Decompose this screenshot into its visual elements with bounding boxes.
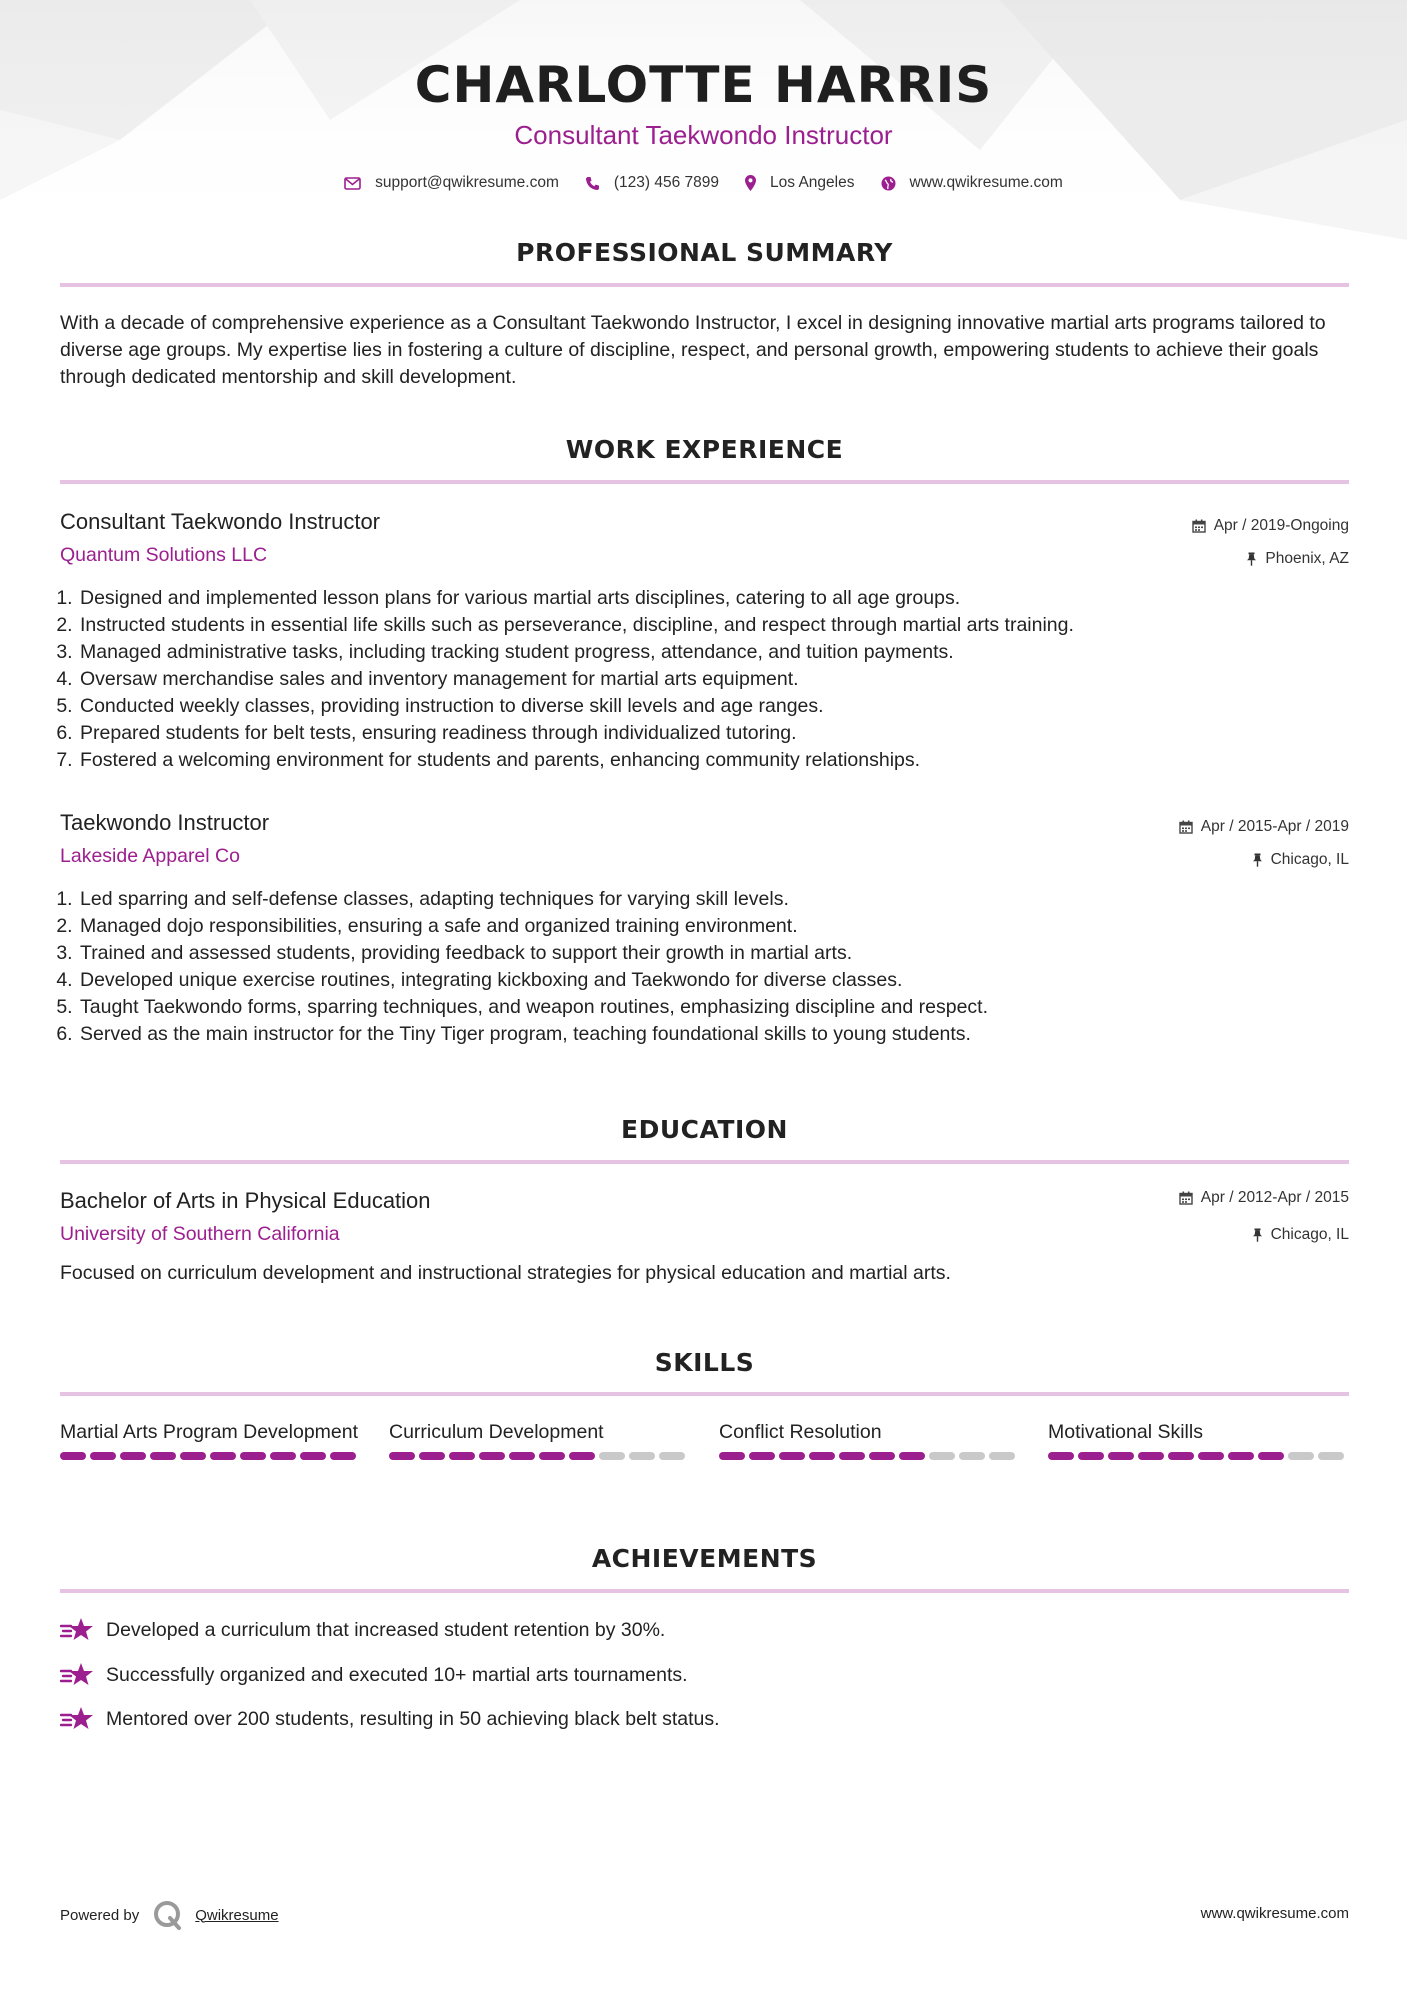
job-dates-text: Apr / 2015-Apr / 2019 bbox=[1200, 818, 1349, 835]
skill-item bbox=[1048, 1419, 1348, 1460]
education-dates bbox=[1179, 1189, 1349, 1207]
skill-level-bar bbox=[389, 1452, 689, 1460]
summary-text: With a decade of comprehensive experience as a Consultant Taekwondo Instructor, I excel in designing innovative martial arts programs tailored to diverse age groups. My expertise lies in fostering a culture of discipline, respect, and personal growth, empowering students to achieve their goals through dedicated mentorship and skill development. bbox=[60, 312, 1326, 388]
skill-segment-filled bbox=[1078, 1452, 1104, 1460]
achievement-text: Developed a curriculum that increased student retention by 30%. bbox=[106, 1618, 666, 1641]
skill-segment-empty bbox=[959, 1452, 985, 1460]
skill-segment-empty bbox=[989, 1452, 1015, 1460]
achievements-heading: ACHIEVEMENTS bbox=[591, 1544, 818, 1573]
job-title: Taekwondo Instructor bbox=[60, 810, 270, 835]
footer-branding bbox=[60, 1900, 279, 1930]
footer-website[interactable]: www.qwikresume.com bbox=[1200, 1905, 1349, 1922]
achievement-item bbox=[60, 1662, 688, 1688]
shooting-star-icon bbox=[60, 1617, 94, 1643]
skill-segment-filled bbox=[779, 1452, 805, 1460]
qwikresume-link[interactable]: Qwikresume bbox=[195, 1906, 279, 1924]
skill-segment-filled bbox=[1228, 1452, 1254, 1460]
list-item: 5. Conducted weekly classes, providing instruction to diverse skill levels and age ranges. bbox=[78, 693, 1074, 720]
education-location-text: Chicago, IL bbox=[1270, 1226, 1349, 1243]
job-entry bbox=[60, 810, 1349, 1060]
skill-segment-filled bbox=[449, 1452, 475, 1460]
skill-segment-filled bbox=[479, 1452, 505, 1460]
skill-item bbox=[60, 1419, 360, 1460]
skill-segment-empty bbox=[1288, 1452, 1314, 1460]
skill-segment-filled bbox=[1198, 1452, 1224, 1460]
calendar-icon bbox=[1192, 519, 1206, 533]
education-entry bbox=[60, 1188, 1349, 1298]
job-entry bbox=[60, 509, 1349, 779]
job-location bbox=[1246, 550, 1349, 568]
job-responsibilities bbox=[60, 585, 1074, 774]
skill-segment-filled bbox=[120, 1452, 146, 1460]
calendar-icon bbox=[1179, 1191, 1193, 1205]
skill-segment-filled bbox=[270, 1452, 296, 1460]
shooting-star-icon bbox=[60, 1706, 94, 1732]
skill-segment-filled bbox=[1108, 1452, 1134, 1460]
contact-email[interactable] bbox=[344, 174, 559, 192]
skill-segment-filled bbox=[330, 1452, 356, 1460]
education-description: Focused on curriculum development and instructional strategies for physical education and martial arts. bbox=[60, 1262, 951, 1284]
skill-segment-empty bbox=[629, 1452, 655, 1460]
experience-divider bbox=[60, 480, 1349, 484]
skill-name: Conflict Resolution bbox=[719, 1421, 882, 1443]
list-item: 4. Oversaw merchandise sales and inventory management for martial arts equipment. bbox=[78, 666, 1074, 693]
contact-location bbox=[745, 174, 854, 192]
education-location bbox=[1252, 1226, 1349, 1244]
pushpin-icon bbox=[1246, 552, 1257, 566]
contact-website[interactable] bbox=[881, 174, 1063, 192]
skill-segment-filled bbox=[419, 1452, 445, 1460]
job-location-text: Phoenix, AZ bbox=[1265, 550, 1349, 567]
skill-segment-empty bbox=[659, 1452, 685, 1460]
list-item: 1. Designed and implemented lesson plans for various martial arts disciplines, catering to all age groups. bbox=[78, 585, 1074, 612]
list-item: 5. Taught Taekwondo forms, sparring techniques, and weapon routines, emphasizing discipline and respect. bbox=[78, 994, 988, 1021]
contact-bar bbox=[0, 174, 1407, 192]
school-name: University of Southern California bbox=[60, 1223, 340, 1245]
skill-segment-filled bbox=[809, 1452, 835, 1460]
skill-segment-filled bbox=[389, 1452, 415, 1460]
job-dates-text: Apr / 2019-Ongoing bbox=[1213, 517, 1349, 534]
email-text: support@qwikresume.com bbox=[375, 174, 559, 191]
skill-segment-empty bbox=[929, 1452, 955, 1460]
skill-segment-filled bbox=[150, 1452, 176, 1460]
skill-segment-filled bbox=[899, 1452, 925, 1460]
skill-segment-filled bbox=[569, 1452, 595, 1460]
list-item: 2. Instructed students in essential life skills such as perseverance, discipline, and respect through martial arts training. bbox=[78, 612, 1074, 639]
skill-segment-filled bbox=[1258, 1452, 1284, 1460]
skill-segment-filled bbox=[240, 1452, 266, 1460]
education-dates-text: Apr / 2012-Apr / 2015 bbox=[1200, 1189, 1349, 1206]
map-marker-icon bbox=[745, 175, 756, 191]
skills-heading: SKILLS bbox=[654, 1348, 755, 1377]
shooting-star-icon bbox=[60, 1662, 94, 1688]
globe-icon bbox=[881, 176, 896, 191]
skill-level-bar bbox=[719, 1452, 1019, 1460]
skill-segment-filled bbox=[90, 1452, 116, 1460]
pushpin-icon bbox=[1252, 853, 1263, 867]
skill-name: Curriculum Development bbox=[389, 1421, 604, 1443]
website-text: www.qwikresume.com bbox=[909, 174, 1063, 191]
list-item: 4. Developed unique exercise routines, integrating kickboxing and Taekwondo for diverse classes. bbox=[78, 967, 988, 994]
education-divider bbox=[60, 1160, 1349, 1164]
job-dates bbox=[1192, 517, 1349, 535]
candidate-name: CHARLOTTE HARRIS bbox=[414, 56, 993, 114]
achievement-text: Mentored over 200 students, resulting in 50 achieving black belt status. bbox=[106, 1707, 720, 1730]
contact-phone[interactable] bbox=[585, 174, 719, 192]
phone-icon bbox=[585, 176, 600, 191]
skill-segment-filled bbox=[839, 1452, 865, 1460]
achievements-divider bbox=[60, 1589, 1349, 1593]
skill-segment-filled bbox=[539, 1452, 565, 1460]
skill-level-bar bbox=[60, 1452, 360, 1460]
achievement-item bbox=[60, 1617, 665, 1643]
list-item: 7. Fostered a welcoming environment for students and parents, enhancing community relationships. bbox=[78, 747, 1074, 774]
skill-segment-filled bbox=[869, 1452, 895, 1460]
powered-by-label: Powered by bbox=[60, 1906, 140, 1924]
skills-divider bbox=[60, 1392, 1349, 1396]
degree-title: Bachelor of Arts in Physical Education bbox=[60, 1188, 431, 1213]
education-heading: EDUCATION bbox=[621, 1115, 788, 1144]
skill-segment-filled bbox=[719, 1452, 745, 1460]
list-item: 3. Managed administrative tasks, including tracking student progress, attendance, and tuition payments. bbox=[78, 639, 1074, 666]
qwikresume-logo-icon bbox=[153, 1900, 183, 1930]
skill-segment-filled bbox=[1048, 1452, 1074, 1460]
calendar-icon bbox=[1179, 820, 1193, 834]
summary-heading: PROFESSIONAL SUMMARY bbox=[516, 238, 893, 267]
job-title: Consultant Taekwondo Instructor bbox=[60, 509, 380, 534]
job-company: Lakeside Apparel Co bbox=[60, 845, 240, 867]
list-item: 6. Served as the main instructor for the Tiny Tiger program, teaching foundational skills to young students. bbox=[78, 1021, 988, 1048]
pushpin-icon bbox=[1252, 1228, 1263, 1242]
skill-level-bar bbox=[1048, 1452, 1348, 1460]
skill-segment-filled bbox=[300, 1452, 326, 1460]
list-item: 2. Managed dojo responsibilities, ensuring a safe and organized training environment. bbox=[78, 913, 988, 940]
list-item: 6. Prepared students for belt tests, ensuring readiness through individualized tutoring. bbox=[78, 720, 1074, 747]
skill-segment-filled bbox=[749, 1452, 775, 1460]
skill-segment-filled bbox=[1138, 1452, 1164, 1460]
list-item: 3. Trained and assessed students, providing feedback to support their growth in martial arts. bbox=[78, 940, 988, 967]
skill-segment-filled bbox=[509, 1452, 535, 1460]
job-responsibilities bbox=[60, 886, 988, 1048]
list-item: 1. Led sparring and self-defense classes, adapting techniques for varying skill levels. bbox=[78, 886, 988, 913]
skill-name: Motivational Skills bbox=[1048, 1421, 1203, 1443]
location-text: Los Angeles bbox=[770, 174, 855, 191]
candidate-role: Consultant Taekwondo Instructor bbox=[514, 120, 893, 150]
achievement-text: Successfully organized and executed 10+ martial arts tournaments. bbox=[106, 1663, 688, 1686]
skill-segment-filled bbox=[180, 1452, 206, 1460]
envelope-icon bbox=[344, 177, 361, 190]
job-location bbox=[1252, 851, 1349, 869]
job-location-text: Chicago, IL bbox=[1270, 851, 1349, 868]
skill-segment-filled bbox=[210, 1452, 236, 1460]
summary-divider bbox=[60, 283, 1349, 287]
skill-item bbox=[719, 1419, 1019, 1460]
achievement-item bbox=[60, 1706, 720, 1732]
skill-segment-empty bbox=[599, 1452, 625, 1460]
job-company: Quantum Solutions LLC bbox=[60, 544, 268, 566]
experience-heading: WORK EXPERIENCE bbox=[565, 435, 844, 464]
skill-segment-empty bbox=[1318, 1452, 1344, 1460]
skill-item bbox=[389, 1419, 689, 1460]
skill-segment-filled bbox=[1168, 1452, 1194, 1460]
job-dates bbox=[1179, 818, 1349, 836]
skill-name: Martial Arts Program Development bbox=[60, 1421, 359, 1443]
skill-segment-filled bbox=[60, 1452, 86, 1460]
phone-text: (123) 456 7899 bbox=[613, 174, 720, 191]
